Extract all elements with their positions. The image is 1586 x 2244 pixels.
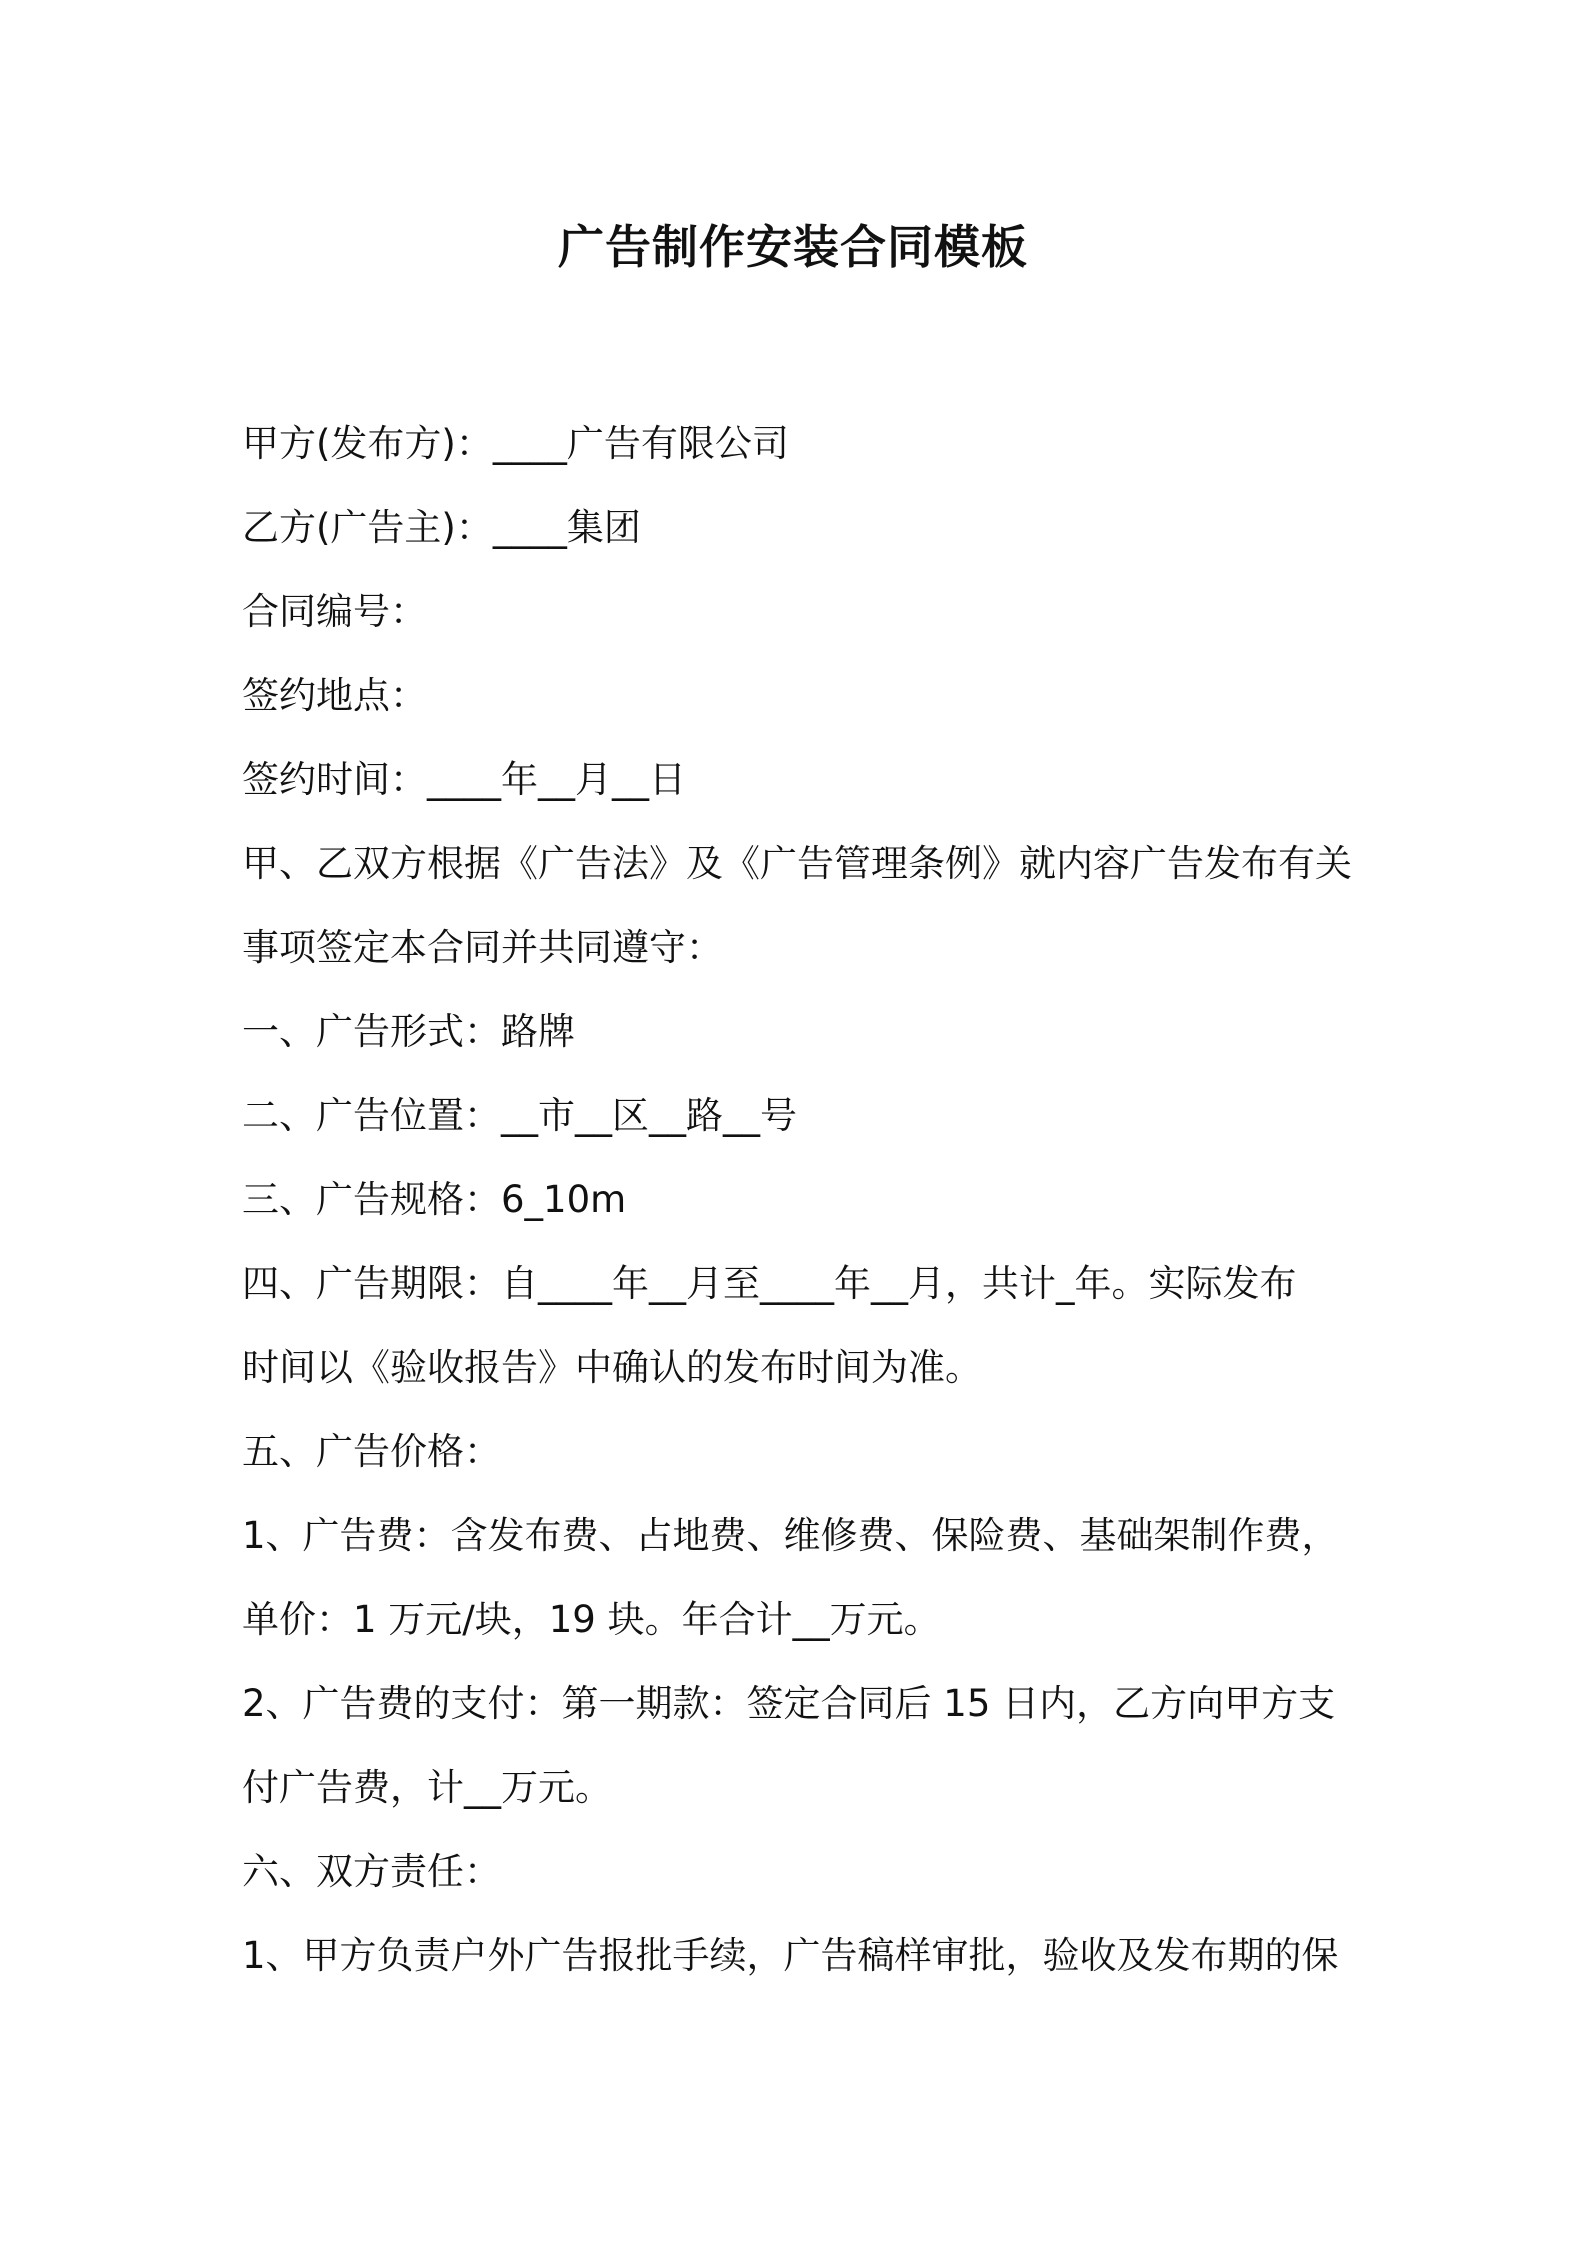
clause-fee-line-1: 1、广告费：含发布费、占地费、维修费、保险费、基础架制作费， — [242, 1514, 1339, 1557]
clause-responsibility-1: 1、甲方负责户外广告报批手续，广告稿样审批，验收及发布期的保 — [242, 1934, 1339, 1977]
signing-place-line: 签约地点： — [242, 674, 427, 717]
clause-ad-price: 五、广告价格： — [242, 1430, 501, 1473]
clause-ad-term-line-2: 时间以《验收报告》中确认的发布时间为准。 — [242, 1346, 982, 1389]
preamble-line-2: 事项签定本合同并共同遵守： — [242, 926, 723, 969]
contract-number-line: 合同编号： — [242, 590, 427, 633]
clause-payment-line-2: 付广告费，计__万元。 — [242, 1766, 612, 1809]
document-title: 广告制作安装合同模板 — [558, 220, 1028, 274]
clause-ad-spec: 三、广告规格：6_10m — [242, 1178, 627, 1221]
clause-ad-term-line-1: 四、广告期限：自____年__月至____年__月，共计_年。实际发布 — [242, 1262, 1297, 1305]
party-b-line: 乙方(广告主)：____集团 — [242, 506, 641, 549]
signing-date-line: 签约时间：____年__月__日 — [242, 758, 686, 801]
preamble-line-1: 甲、乙双方根据《广告法》及《广告管理条例》就内容广告发布有关 — [242, 842, 1352, 885]
clause-ad-form: 一、广告形式：路牌 — [242, 1010, 575, 1053]
document-body — [242, 402, 1362, 1998]
clause-fee-line-2: 单价：1 万元/块，19 块。年合计__万元。 — [242, 1598, 941, 1641]
clause-ad-location: 二、广告位置：__市__区__路__号 — [242, 1094, 797, 1137]
party-a-line: 甲方(发布方)：____广告有限公司 — [242, 422, 789, 465]
clause-responsibilities: 六、双方责任： — [242, 1850, 501, 1893]
clause-payment-line-1: 2、广告费的支付：第一期款：签定合同后 15 日内，乙方向甲方支 — [242, 1682, 1336, 1725]
